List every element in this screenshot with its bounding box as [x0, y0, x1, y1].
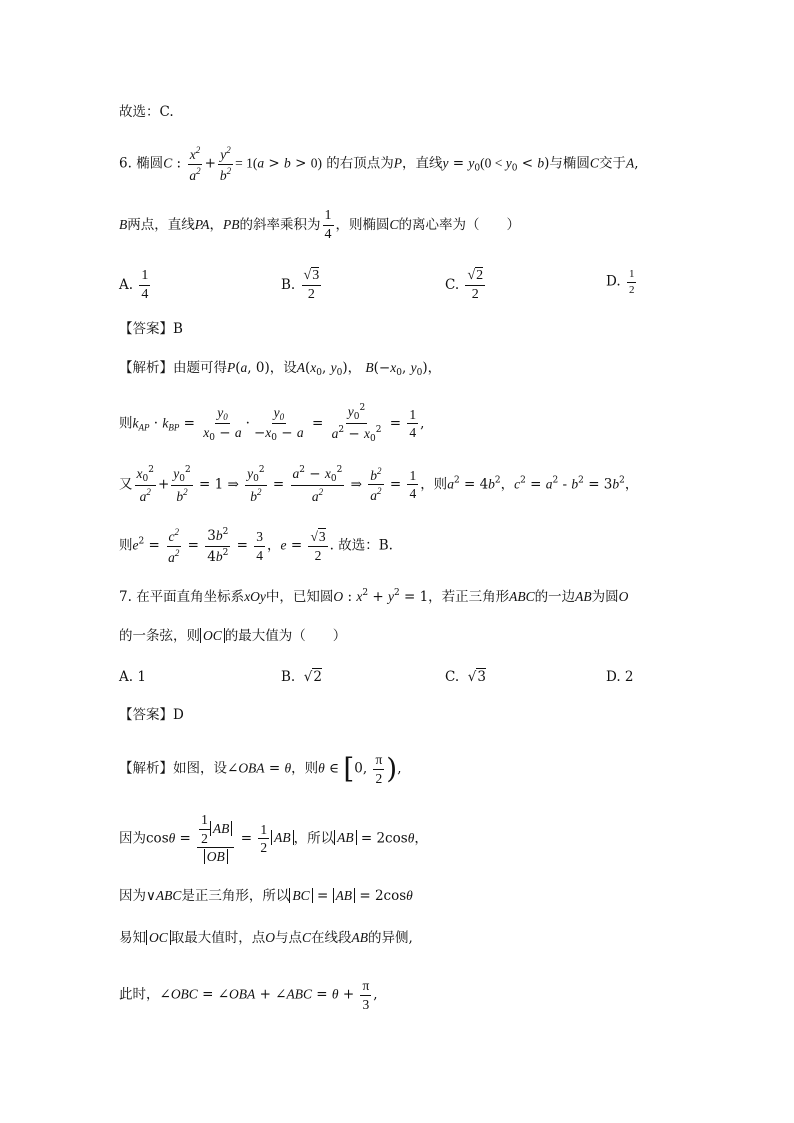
option-d[interactable]: D. $\frac{1}{2}$	[606, 268, 635, 296]
analysis-q7-line4: 易知 OC 取最大值时，点O与点C在线段AB的异侧,	[119, 930, 413, 946]
option-b[interactable]: B. √2	[281, 669, 322, 685]
question-number: 6.	[119, 155, 132, 172]
q6-stem-line2: B两点，直线PA，PB的斜率乘积为 $\frac{1}{4}$ ，则椭圆C的离心率为（ ）	[119, 208, 521, 243]
option-d[interactable]: D. 2	[606, 669, 634, 685]
analysis-q7-line3: 因为∨ABC是正三角形，所以 BC = AB = 2cosθ	[119, 888, 413, 904]
analysis-q6-line4: 则$e^2$ = $\frac{c^2}{a^2}$ = $\frac{3b^2}{4b^2}$ = $\frac{3}{4}$ ，e = $\frac{√3}{2}$ . 故选：B.	[119, 527, 393, 565]
q6-stem-line1: 6. 椭圆C : $\frac{x^2}{a^2}$ + $\frac{y^2}{b^2}$ = 1(a > b > 0) 的右顶点为P，直线$y = y_0(0 < y_0 < b)$与椭圆C交于A,	[119, 145, 639, 183]
q7-options	[119, 671, 734, 693]
conclusion-line	[119, 106, 734, 120]
option-a[interactable]: A. $\frac{1}{4}$	[119, 268, 149, 303]
analysis-q6-line3: 又 $\frac{x_0^2}{a^2}$ + $\frac{y_0^2}{b^2}$ = 1 ⇒ $\frac{y_0^2}{b^2}$ = $\frac{a^2 - x_0^2}{a^2}$ ⇒ $\frac{b^2}{a^2}$ = $\frac{1}{4}$ ，则$a^2 = 4b^2$，$c^2 = a^2 - b^2 = 3b^2$，	[119, 465, 639, 505]
conclusion-text: 故选：C.	[119, 104, 174, 120]
analysis-q6-line1: 【解析】由题可得P(a, 0)，设$A(x_0$, $y_0$)， $B(-x_0$, $y_0$)，	[119, 360, 442, 378]
option-c[interactable]: C. $\frac{√2}{2}$	[445, 268, 484, 303]
analysis-q7-line5: 此时，∠OBC = ∠OBA + ∠ABC = θ + $\frac{\pi}{3}$ ,	[119, 978, 378, 1012]
analysis-q7-line2: 因为cosθ = $\frac{1}{2}$ AB OB = $\frac{1}{2}$ AB ，所以 AB = 2cosθ，	[119, 812, 428, 865]
option-c[interactable]: C. √3	[445, 669, 486, 685]
analysis-q6-line2: 则$k_{AP} \cdot k_{BP}$ = $\frac{y_0}{x_0 - a}$ · $\frac{y_0}{-x_0 - a}$ = $\frac{y_0^2}{a^2 - x_0^2}$ = $\frac{1}{4}$ ,	[119, 403, 425, 445]
fraction: $\frac{y^2}{b^2}$	[219, 145, 232, 183]
option-b[interactable]: B. $\frac{√3}{2}$	[281, 268, 320, 303]
q7-stem-line2: 的一条弦，则 OC 的最大值为（ ）	[119, 628, 347, 644]
answer-q6: 【答案】B	[119, 321, 183, 337]
answer-q7: 【答案】D	[119, 707, 184, 723]
fraction: $\frac{x^2}{a^2}$	[189, 145, 201, 183]
q7-stem-line1: 7. 在平面直角坐标系xOy中，已知圆O : $x^2 + y^2 = 1$，若正三角形ABC的一边AB为圆O	[119, 588, 629, 605]
option-a[interactable]: A. 1	[119, 669, 146, 685]
q6-options	[119, 268, 734, 304]
analysis-q7-line1: 【解析】如图，设∠OBA = θ，则θ ∈ [0, $\frac{\pi}{2}$ ),	[119, 752, 402, 786]
